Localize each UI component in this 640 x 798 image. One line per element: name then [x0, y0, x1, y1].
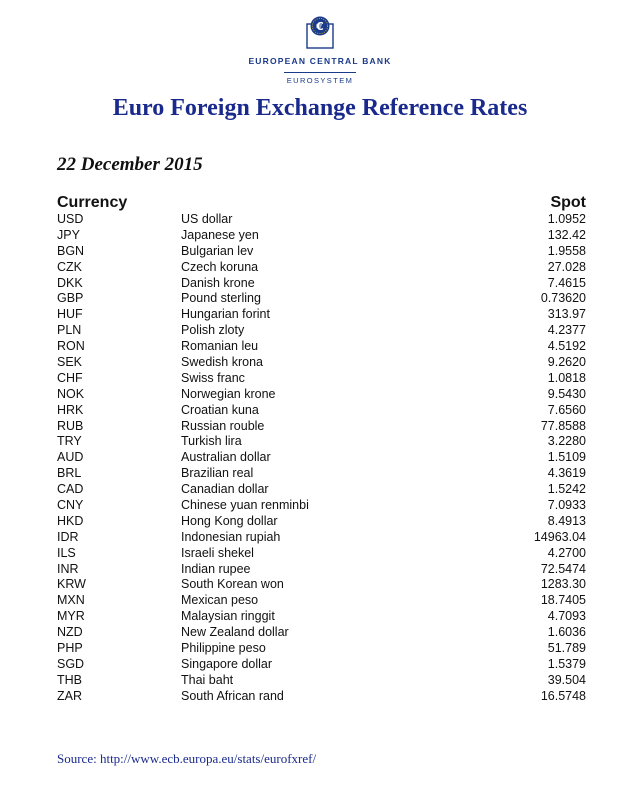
spot-rate: 1283.30	[540, 577, 586, 592]
currency-code: AUD	[57, 450, 84, 465]
spot-rate: 1.0952	[547, 212, 586, 226]
spot-rate: 1.9558	[547, 243, 586, 258]
currency-code: GBP	[57, 291, 84, 306]
spot-rate: 39.504	[547, 672, 586, 687]
spot-rate: 27.028	[547, 259, 586, 274]
spot-rate: 4.5192	[547, 339, 586, 354]
spot-rate: 1.5242	[547, 482, 586, 497]
spot-rate: 1.6036	[547, 625, 586, 640]
spot-rate: 4.7093	[547, 609, 586, 624]
table-row	[57, 403, 586, 419]
logo-divider	[284, 72, 356, 73]
currency-name: Czech koruna	[181, 259, 259, 274]
currency-name: Swiss franc	[181, 370, 245, 385]
table-row	[57, 530, 586, 546]
currency-code: BRL	[57, 466, 82, 481]
table-row	[57, 244, 586, 260]
currency-name: Chinese yuan renminbi	[181, 498, 309, 513]
spot-rate: 313.97	[547, 307, 586, 322]
spot-rate: 1.0818	[547, 370, 586, 385]
table-row	[57, 260, 586, 276]
currency-name: South Korean won	[181, 577, 284, 592]
logo-subtitle: EUROSYSTEM	[286, 76, 354, 85]
table-row	[57, 434, 586, 450]
currency-name: Israeli shekel	[181, 545, 254, 560]
currency-code: HKD	[57, 513, 84, 528]
svg-text:€: €	[316, 20, 324, 33]
spot-rate: 9.5430	[547, 386, 586, 401]
spot-rate: 77.8588	[540, 418, 586, 433]
currency-name: Russian rouble	[181, 418, 265, 433]
currency-code: ZAR	[57, 688, 82, 703]
spot-rate: 4.2700	[547, 545, 586, 560]
table-row	[57, 562, 586, 578]
currency-code: IDR	[57, 529, 79, 544]
table-row	[57, 339, 586, 355]
currency-name: Turkish lira	[181, 434, 242, 449]
page-title: Euro Foreign Exchange Reference Rates	[112, 95, 528, 121]
currency-code: USD	[57, 212, 84, 226]
currency-code: RON	[57, 339, 85, 354]
currency-name: Brazilian real	[181, 466, 254, 481]
currency-code: THB	[57, 672, 82, 687]
table-row	[57, 212, 586, 228]
table-row	[57, 577, 586, 593]
currency-code: NZD	[57, 625, 83, 640]
currency-code: NOK	[57, 386, 85, 401]
currency-code: HUF	[57, 307, 83, 322]
table-row	[57, 673, 586, 689]
column-header-spot: Spot	[550, 194, 586, 211]
table-row	[57, 450, 586, 466]
currency-code: BGN	[57, 243, 85, 258]
table-row	[57, 387, 586, 403]
table-row	[57, 228, 586, 244]
table-row	[57, 291, 586, 307]
currency-name: Japanese yen	[181, 227, 259, 242]
currency-code: TRY	[57, 434, 82, 449]
currency-name: US dollar	[181, 212, 233, 226]
table-row	[57, 609, 586, 625]
rates-date: 22 December 2015	[57, 154, 203, 175]
currency-code: CNY	[57, 498, 84, 513]
currency-name: South African rand	[181, 688, 284, 703]
table-row	[57, 371, 586, 387]
currency-code: RUB	[57, 418, 84, 433]
table-row	[57, 498, 586, 514]
spot-rate: 72.5474	[540, 561, 586, 576]
spot-rate: 7.0933	[547, 498, 586, 513]
table-row	[57, 355, 586, 371]
currency-code: HRK	[57, 402, 84, 417]
ecb-euro-emblem-icon	[306, 14, 334, 50]
currency-code: JPY	[57, 227, 80, 242]
currency-name: Hungarian forint	[181, 307, 270, 322]
table-row	[57, 546, 586, 562]
currency-name: Malaysian ringgit	[181, 609, 275, 624]
currency-name: Romanian leu	[181, 339, 259, 354]
currency-name: Indian rupee	[181, 561, 251, 576]
column-header-currency: Currency	[57, 194, 128, 211]
currency-name: Danish krone	[181, 275, 255, 290]
table-row	[57, 276, 586, 292]
spot-rate: 18.7405	[540, 593, 586, 608]
table-row	[57, 482, 586, 498]
currency-name: Singapore dollar	[181, 656, 273, 671]
table-row	[57, 657, 586, 673]
spot-rate: 4.3619	[547, 466, 586, 481]
currency-code: DKK	[57, 275, 83, 290]
table-row	[57, 466, 586, 482]
spot-rate: 14963.04	[533, 529, 586, 544]
currency-name: Mexican peso	[181, 593, 259, 608]
logo-organization: EUROPEAN CENTRAL BANK	[248, 56, 392, 66]
spot-rate: 4.2377	[547, 323, 586, 338]
currency-name: Thai baht	[181, 672, 234, 687]
currency-name: Croatian kuna	[181, 402, 259, 417]
currency-name: Swedish krona	[181, 355, 263, 370]
currency-code: ILS	[57, 545, 76, 560]
source-link[interactable]: Source: http://www.ecb.europa.eu/stats/eurofxref/	[57, 751, 317, 766]
currency-code: PLN	[57, 323, 82, 338]
currency-name: Polish zloty	[181, 323, 245, 338]
currency-code: SGD	[57, 656, 85, 671]
spot-rate: 51.789	[547, 641, 586, 656]
currency-code: MYR	[57, 609, 85, 624]
currency-name: Pound sterling	[181, 291, 261, 306]
currency-code: PHP	[57, 641, 83, 656]
spot-rate: 8.4913	[547, 513, 586, 528]
spot-rate: 3.2280	[547, 434, 586, 449]
spot-rate: 0.73620	[540, 291, 586, 306]
table-row	[57, 307, 586, 323]
spot-rate: 1.5379	[547, 656, 586, 671]
currency-code: MXN	[57, 593, 85, 608]
currency-name: Philippine peso	[181, 641, 266, 656]
spot-rate: 9.2620	[547, 355, 586, 370]
currency-code: SEK	[57, 355, 83, 370]
currency-code: INR	[57, 561, 79, 576]
currency-name: New Zealand dollar	[181, 625, 289, 640]
spot-rate: 7.4615	[547, 275, 586, 290]
spot-rate: 1.5109	[547, 450, 586, 465]
currency-code: CAD	[57, 482, 84, 497]
rates-table	[57, 212, 586, 705]
currency-name: Bulgarian lev	[181, 243, 254, 258]
table-row	[57, 625, 586, 641]
table-row	[57, 641, 586, 657]
currency-name: Hong Kong dollar	[181, 513, 278, 528]
table-row	[57, 514, 586, 530]
table-row	[57, 323, 586, 339]
currency-code: KRW	[57, 577, 86, 592]
currency-code: CZK	[57, 259, 82, 274]
spot-rate: 132.42	[547, 227, 586, 242]
spot-rate: 16.5748	[540, 688, 586, 703]
currency-code: CHF	[57, 370, 83, 385]
table-row	[57, 419, 586, 435]
table-row	[57, 593, 586, 609]
currency-name: Norwegian krone	[181, 386, 276, 401]
currency-name: Australian dollar	[181, 450, 271, 465]
spot-rate: 7.6560	[547, 402, 586, 417]
table-row	[57, 689, 586, 705]
currency-name: Canadian dollar	[181, 482, 269, 497]
currency-name: Indonesian rupiah	[181, 529, 281, 544]
